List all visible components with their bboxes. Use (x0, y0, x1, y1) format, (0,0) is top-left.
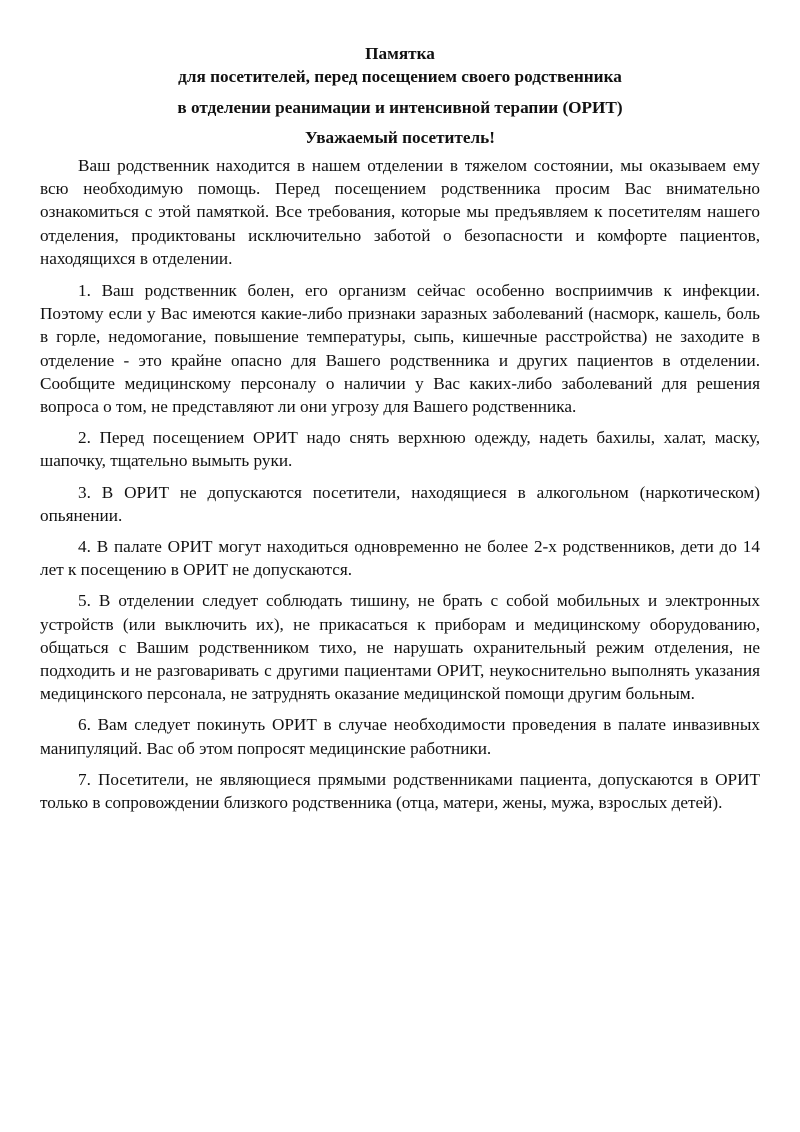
rule-7-paragraph: 7. Посетители, не являющиеся прямыми родственниками пациента, допускаются в ОРИТ только в сопровождении близкого родственника (отца, матери, жены, мужа, взрослых детей). (40, 769, 760, 813)
memo-subtitle-line-2: в отделении реанимации и интенсивной терапии (ОРИТ) (177, 98, 623, 117)
memo-title: Памятка (365, 44, 435, 63)
greeting: Уважаемый посетитель! (305, 128, 495, 147)
rule-5-paragraph: 5. В отделении следует соблюдать тишину, не брать с собой мобильных и электронных устройств (или выключить их), не прикасаться к приборам и медицинскому оборудованию, общаться с Вашим родственником тихо, не нарушать охранительный режим отделения, не подходить и не разговаривать с другими пациентами ОРИТ, неукоснительно выполнять указания медицинского персонала, не затруднять оказание медицинской помощи другим больным. (40, 591, 760, 704)
memo-subtitle-line-1: для посетителей, перед посещением своего родственника (178, 67, 622, 86)
rule-3-paragraph: 3. В ОРИТ не допускаются посетители, находящиеся в алкогольном (наркотическом) опьянении. (40, 482, 760, 525)
rule-2-paragraph: 2. Перед посещением ОРИТ надо снять верхнюю одежду, надеть бахилы, халат, маску, шапочку, тщательно вымыть руки. (40, 428, 760, 471)
rule-6-paragraph: 6. Вам следует покинуть ОРИТ в случае необходимости проведения в палате инвазивных манипуляций. Вас об этом попросят медицинские работники. (40, 715, 760, 758)
rule-4-paragraph: 4. В палате ОРИТ могут находиться одновременно не более 2-х родственников, дети до 14 лет к посещению в ОРИТ не допускаются. (40, 537, 760, 580)
rule-1-paragraph: 1. Ваш родственник болен, его организм сейчас особенно восприимчив к инфекции. Поэтому если у Вас имеются какие-либо признаки заразных заболеваний (насморк, кашель, боль в горле, недомогание, повышение температуры, сыпь, кишечные расстройства) не заходите в отделение - это крайне опасно для Вашего родственника и других пациентов в отделении. Сообщите медицинскому персоналу о наличии у Вас каких-либо заболеваний для решения вопроса о том, не представляют ли они угрозу для Вашего родственника. (40, 281, 760, 417)
memo-document (40, 42, 760, 822)
intro-paragraph: Ваш родственник находится в нашем отделении в тяжелом состоянии, мы оказываем ему всю необходимую помощь. Перед посещением родственника просим Вас внимательно ознакомиться с этой памяткой. Все требования, которые мы предъявляем к посетителям нашего отделения, продиктованы исключительно заботой о безопасности и комфорте пациентов, находящихся в отделении. (40, 156, 760, 268)
